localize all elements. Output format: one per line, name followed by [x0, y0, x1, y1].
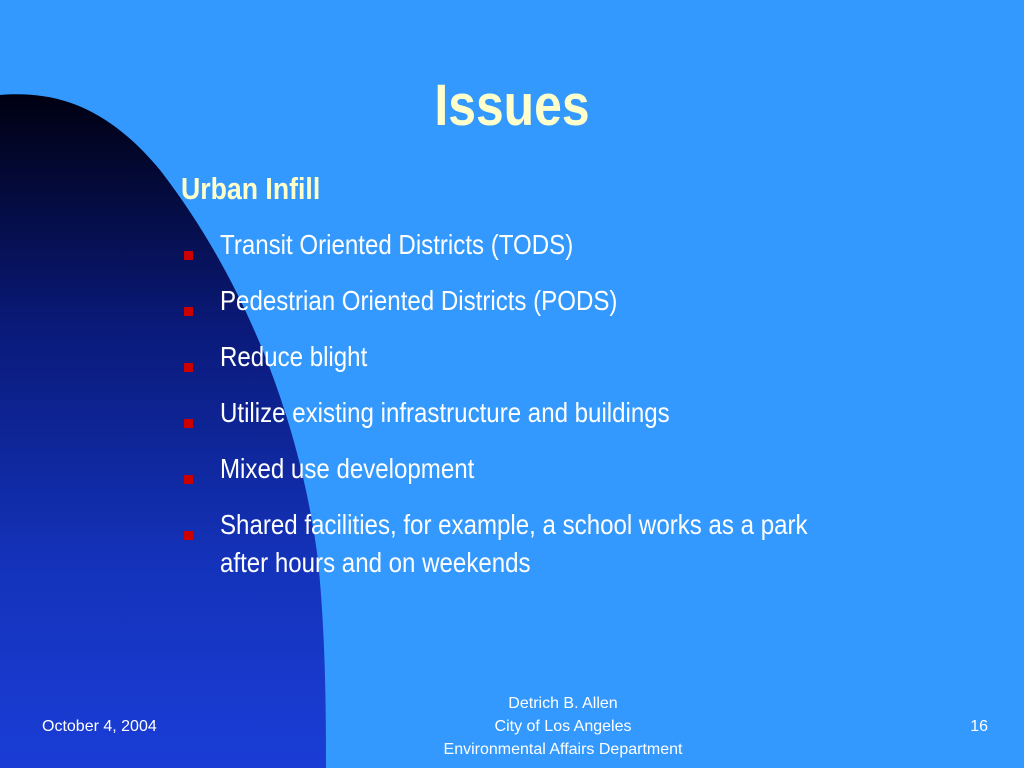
- footer-department: Environmental Affairs Department: [443, 741, 683, 758]
- footer-date: October 4, 2004: [42, 718, 157, 735]
- bullet-item: [181, 450, 881, 488]
- bullet-list: [181, 226, 881, 600]
- footer-organization: City of Los Angeles: [494, 718, 632, 735]
- square-bullet-icon: [184, 531, 193, 540]
- bullet-text: Shared facilities, for example, a school works as a park after hours and on weekends: [220, 509, 808, 578]
- square-bullet-icon: [184, 475, 193, 484]
- bullet-item: [181, 338, 881, 376]
- square-bullet-icon: [184, 307, 193, 316]
- square-bullet-icon: [184, 251, 193, 260]
- bullet-item: [181, 394, 881, 432]
- bullet-text: Pedestrian Oriented Districts (PODS): [220, 285, 618, 316]
- bullet-text: Transit Oriented Districts (TODS): [220, 229, 574, 260]
- bullet-item: [181, 506, 881, 582]
- square-bullet-icon: [184, 363, 193, 372]
- slide-title: Issues: [434, 73, 590, 138]
- bullet-text: Reduce blight: [220, 341, 368, 372]
- bullet-text: Utilize existing infrastructure and buildings: [220, 397, 670, 428]
- footer-credits: [392, 692, 734, 761]
- square-bullet-icon: [184, 419, 193, 428]
- bullet-text: Mixed use development: [220, 453, 475, 484]
- footer-presenter: Detrich B. Allen: [508, 695, 618, 712]
- slide-number: 16: [970, 718, 988, 735]
- bullet-item: [181, 282, 881, 320]
- bullet-item: [181, 226, 881, 264]
- section-heading: Urban Infill: [181, 171, 321, 206]
